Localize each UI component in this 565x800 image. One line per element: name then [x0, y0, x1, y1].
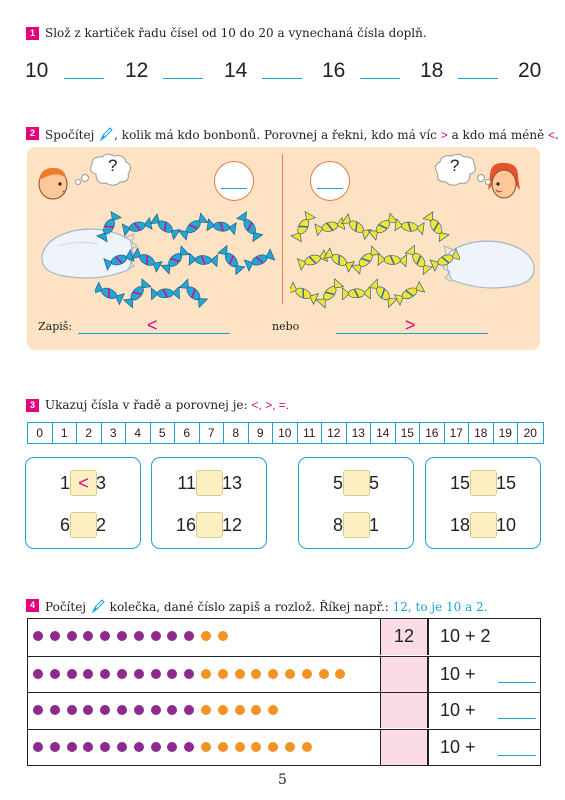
orange-dot — [285, 669, 295, 679]
sequence-number: 20 — [518, 59, 542, 82]
answer-slot[interactable] — [196, 470, 223, 496]
purple-dot — [50, 705, 60, 715]
purple-dot — [50, 742, 60, 752]
number-line — [27, 422, 544, 444]
candy — [342, 287, 370, 300]
orange-dot — [251, 705, 261, 715]
purple-dot — [117, 705, 127, 715]
purple-dot — [100, 705, 110, 715]
orange-dot — [235, 742, 245, 752]
greater-sign: > — [440, 128, 448, 142]
orange-dot — [302, 742, 312, 752]
purple-dot — [50, 669, 60, 679]
candy — [104, 250, 134, 270]
purple-dot — [167, 742, 177, 752]
question-mark: ? — [450, 156, 460, 175]
orange-dot — [268, 742, 278, 752]
candy — [394, 281, 424, 305]
instruction-text: . — [555, 128, 559, 142]
answer-blank[interactable] — [498, 682, 536, 683]
number-line-cell: 8 — [224, 423, 249, 443]
candy — [378, 253, 407, 266]
number-line-cell: 20 — [523, 426, 537, 440]
answer-slot[interactable] — [343, 470, 370, 496]
answer-slot[interactable] — [470, 512, 497, 538]
written-number-cell[interactable] — [380, 693, 428, 728]
comparison-row — [299, 512, 413, 540]
left-number: 16 — [175, 515, 196, 535]
task-2-instruction — [45, 126, 559, 142]
purple-dot — [33, 669, 43, 679]
sequence-blank[interactable] — [262, 78, 302, 79]
purple-dot — [167, 705, 177, 715]
answer-blank[interactable] — [498, 718, 536, 719]
candy — [423, 212, 449, 242]
sequence-number: 10 — [25, 59, 49, 82]
purple-dot — [67, 705, 77, 715]
purple-dot — [117, 669, 127, 679]
comparison-signs: <, >, =. — [251, 398, 290, 412]
orange-dot — [218, 669, 228, 679]
candy — [207, 219, 236, 235]
orange-dot — [285, 742, 295, 752]
purple-dot — [184, 631, 194, 641]
column-divider — [428, 693, 429, 728]
number-line-cell: 7 — [200, 423, 225, 443]
purple-dot — [134, 705, 144, 715]
orange-dot — [335, 669, 345, 679]
purple-dot — [184, 705, 194, 715]
number-line-cell: 17 — [445, 423, 470, 443]
candy — [369, 279, 397, 307]
purple-dot — [83, 631, 93, 641]
purple-dot — [151, 669, 161, 679]
left-number: 18 — [449, 515, 470, 535]
table-row — [28, 656, 540, 692]
candy — [123, 279, 150, 308]
orange-dot — [201, 742, 211, 752]
candy — [150, 214, 180, 240]
candy — [189, 253, 218, 266]
thought-bubble-icon — [428, 152, 492, 192]
orange-dot — [201, 705, 211, 715]
counting-table — [27, 618, 541, 766]
candy — [341, 214, 371, 240]
orange-dot — [201, 631, 211, 641]
panel-divider — [282, 154, 283, 304]
purple-dot — [184, 669, 194, 679]
comparison-row — [299, 470, 413, 498]
orange-dot — [251, 669, 261, 679]
number-line-cell: 0 — [28, 423, 53, 443]
task-3-number: 3 — [27, 400, 38, 411]
candy — [95, 282, 124, 304]
column-divider — [428, 730, 429, 765]
answer-circle-right[interactable] — [310, 161, 350, 201]
less-sign: < — [147, 315, 158, 335]
purple-dot — [33, 742, 43, 752]
purple-dot — [83, 669, 93, 679]
left-number: 8 — [332, 515, 343, 535]
purple-dot — [67, 669, 77, 679]
orange-dot — [201, 669, 211, 679]
instruction-text: kolečka, dané číslo zapiš a rozlož. Říkej např.: — [109, 600, 389, 614]
candy — [218, 245, 245, 274]
purple-dot — [134, 631, 144, 641]
comparison-row — [26, 512, 140, 540]
candy — [291, 212, 315, 242]
comparison-row — [152, 470, 266, 498]
purple-dot — [100, 669, 110, 679]
instruction-text: Počítej — [45, 600, 87, 614]
orange-dot — [218, 705, 228, 715]
purple-dot — [134, 669, 144, 679]
candy — [297, 250, 327, 270]
task-1-instruction: Slož z kartiček řadu čísel od 10 do 20 a vynechaná čísla doplň. — [45, 26, 427, 40]
left-number: 1 — [59, 473, 70, 493]
comparison-box — [425, 457, 541, 549]
thought-bubble-icon — [74, 152, 138, 192]
example-text: 12, to je 10 a 2. — [392, 600, 488, 614]
right-number: 3 — [96, 473, 107, 493]
right-number: 13 — [222, 473, 243, 493]
purple-dot — [117, 742, 127, 752]
right-number: 10 — [496, 515, 517, 535]
comparison-row — [26, 470, 140, 498]
purple-dot — [33, 705, 43, 715]
purple-dot — [83, 742, 93, 752]
decomposition-expression: 10 + — [440, 700, 476, 720]
answer-blank[interactable] — [498, 755, 536, 756]
answer-slot[interactable]: < — [70, 470, 97, 496]
candy — [122, 218, 152, 236]
number-line-cell: 12 — [322, 423, 347, 443]
candy — [315, 218, 345, 236]
candy — [316, 279, 343, 308]
orange-dot — [319, 669, 329, 679]
question-mark: ? — [108, 156, 118, 175]
less-sign: < — [548, 128, 556, 142]
task-1-number: 1 — [27, 28, 38, 39]
sequence-number: 18 — [420, 59, 444, 82]
purple-dot — [100, 631, 110, 641]
number-line-cell: 14 — [371, 423, 396, 443]
instruction-text: Ukazuj čísla v řadě a porovnej je: — [45, 398, 248, 412]
candy — [97, 212, 121, 242]
column-divider — [428, 657, 429, 692]
sequence-blank[interactable] — [360, 78, 400, 79]
task-2-number: 2 — [27, 128, 38, 139]
number-line-cell: 15 — [396, 423, 421, 443]
answer-slot[interactable] — [196, 512, 223, 538]
orange-dot — [268, 705, 278, 715]
answer-circle-left[interactable] — [214, 161, 254, 201]
comparison-box — [151, 457, 267, 549]
number-line-cell: 4 — [126, 423, 151, 443]
left-number: 15 — [449, 473, 470, 493]
purple-dot — [33, 631, 43, 641]
right-number: 5 — [369, 473, 380, 493]
comparison-row — [426, 470, 540, 498]
purple-dot — [151, 631, 161, 641]
orange-dot — [218, 742, 228, 752]
purple-dot — [184, 742, 194, 752]
task-3-instruction — [45, 398, 289, 412]
purple-dot — [134, 742, 144, 752]
purple-dot — [83, 705, 93, 715]
number-line-cell: 10 — [273, 423, 298, 443]
candy — [161, 246, 189, 274]
sequence-number: 16 — [322, 59, 346, 82]
left-number: 11 — [177, 473, 196, 493]
column-divider — [428, 619, 429, 655]
right-number: 12 — [222, 515, 243, 535]
sequence-blank[interactable] — [458, 78, 498, 79]
orange-dot — [251, 742, 261, 752]
candy — [237, 212, 263, 242]
purple-dot — [167, 669, 177, 679]
left-number: 5 — [332, 473, 343, 493]
number-line-cell: 3 — [102, 423, 127, 443]
written-number-cell[interactable] — [380, 657, 428, 692]
purple-dot — [100, 742, 110, 752]
comparison-box — [298, 457, 414, 549]
right-number: 1 — [369, 515, 380, 535]
candy — [430, 249, 460, 271]
purple-dot — [151, 742, 161, 752]
number-line-cell: 19 — [494, 423, 519, 443]
number-line-cell: 2 — [77, 423, 102, 443]
task-4-instruction — [45, 598, 488, 614]
candy — [290, 282, 319, 304]
instruction-text: Spočítej — [45, 128, 95, 142]
decomposition-expression: 10 + — [440, 736, 476, 757]
sequence-number: 14 — [224, 59, 248, 82]
table-row — [28, 692, 540, 728]
purple-dot — [151, 705, 161, 715]
blue-candies — [95, 210, 275, 310]
candy — [395, 219, 424, 235]
number-line-cell: 13 — [347, 423, 372, 443]
comparison-row — [426, 512, 540, 540]
or-label: nebo — [272, 320, 300, 333]
candy — [179, 213, 208, 240]
comparison-box — [25, 457, 141, 549]
answer-slot[interactable] — [470, 470, 497, 496]
orange-dot — [235, 705, 245, 715]
greater-sign: > — [405, 315, 416, 335]
orange-dot — [235, 669, 245, 679]
decomposition-expression: 10 + 2 — [440, 626, 491, 646]
purple-dot — [167, 631, 177, 641]
right-number: 15 — [496, 473, 517, 493]
number-line-cell: 6 — [175, 423, 200, 443]
answer-slot[interactable] — [343, 512, 370, 538]
number-line-cell: 18 — [469, 423, 494, 443]
candy — [132, 248, 162, 272]
pencil-icon — [98, 126, 114, 142]
written-number-cell[interactable]: 12 — [380, 619, 428, 655]
number-line-cell: 16 — [420, 423, 445, 443]
decomposition-expression: 10 + — [440, 663, 476, 684]
orange-dot — [302, 669, 312, 679]
task-4-number: 4 — [27, 600, 38, 611]
number-line-cell: 1 — [53, 423, 78, 443]
number-line-cell: 9 — [249, 423, 274, 443]
pencil-icon — [90, 598, 106, 614]
purple-dot — [67, 742, 77, 752]
candy — [405, 245, 432, 274]
left-number: 6 — [59, 515, 70, 535]
candy — [244, 249, 274, 271]
number-line-cell: 11 — [298, 423, 323, 443]
candy — [368, 213, 397, 240]
sequence-number: 12 — [125, 59, 149, 82]
instruction-text: a kdo má méně — [451, 128, 545, 142]
sequence-blank[interactable] — [64, 78, 104, 79]
candy — [351, 246, 379, 274]
candy — [324, 248, 354, 272]
page-number: 5 — [278, 772, 287, 788]
right-number: 2 — [96, 515, 107, 535]
orange-dot — [268, 669, 278, 679]
boy-icon — [33, 162, 73, 202]
instruction-text: , kolik má kdo bonbonů. Porovnej a řekni, kdo má víc — [114, 128, 437, 142]
purple-dot — [67, 631, 77, 641]
purple-dot — [50, 631, 60, 641]
written-number-cell[interactable] — [380, 730, 428, 765]
yellow-candies — [290, 210, 460, 310]
orange-dot — [218, 631, 228, 641]
candy — [151, 287, 179, 300]
sequence-blank[interactable] — [163, 78, 203, 79]
purple-dot — [117, 631, 127, 641]
table-row — [28, 729, 540, 765]
answer-slot[interactable] — [70, 512, 97, 538]
candy — [179, 279, 207, 307]
write-label: Zapiš: — [38, 320, 73, 333]
number-line-cell: 5 — [151, 423, 176, 443]
table-row — [28, 619, 540, 655]
comparison-row — [152, 512, 266, 540]
